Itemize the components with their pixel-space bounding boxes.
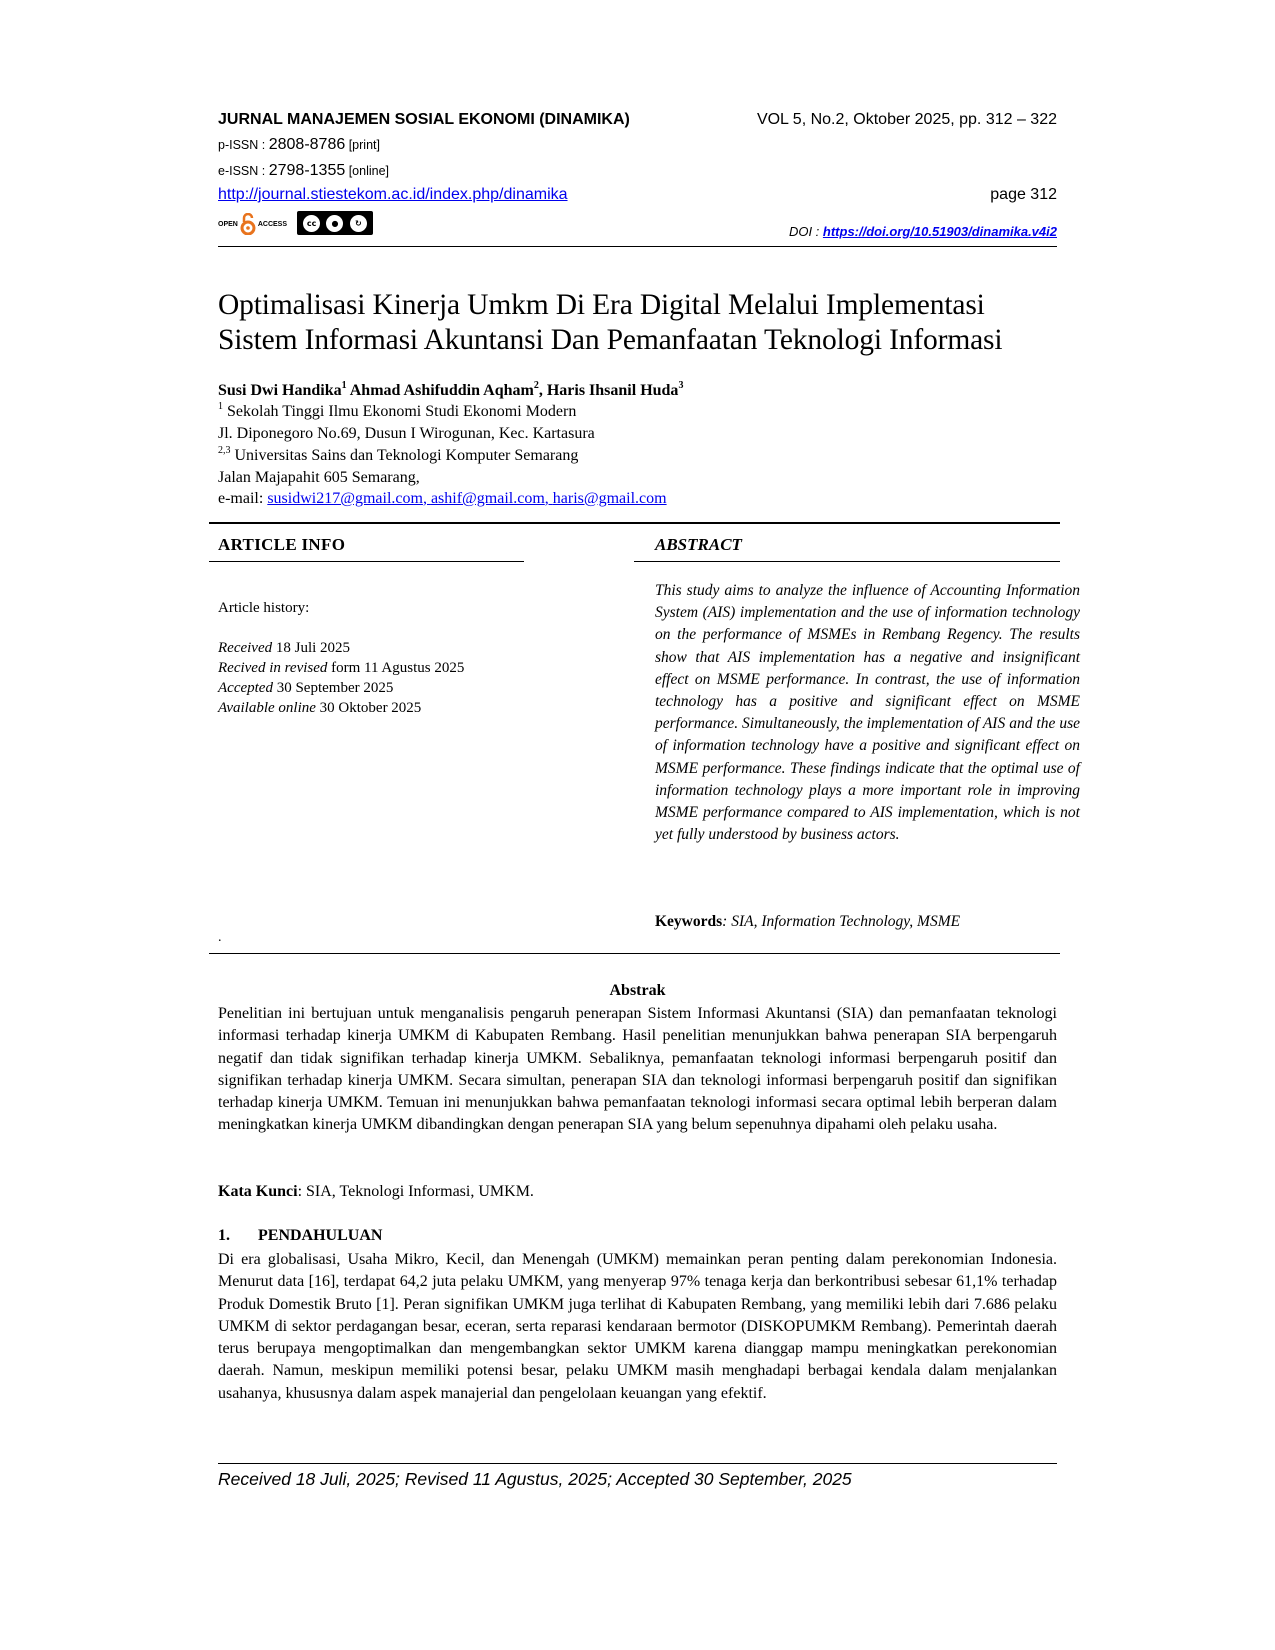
received-date [218, 640, 350, 657]
online-value: 30 Oktober 2025 [315, 700, 422, 716]
affiliation-2-mark: 2,3 [218, 445, 231, 456]
pissn-label: p-ISSN : [218, 138, 269, 152]
print-issn [218, 136, 380, 154]
email-link[interactable]: susidwi217@gmail.com [267, 490, 423, 507]
online-label: Available online [218, 700, 316, 716]
sa-icon: ↻ [349, 214, 368, 233]
doi-link[interactable]: https://doi.org/10.51903/dinamika.v4i2 [822, 224, 1057, 239]
author-affiliation-mark: 1 [341, 380, 347, 391]
article-info-underline [209, 561, 524, 562]
open-access-label: OPEN [218, 220, 238, 228]
author-emails: e-mail: susidwi217@gmail.com, ashif@gmail.com, haris@gmail.com [218, 490, 667, 507]
revised-label: Recived in revised [218, 660, 328, 676]
article-history-label: Article history: [218, 600, 310, 616]
eissn-number: 2798-1355 [268, 162, 346, 179]
accepted-label: Accepted [218, 680, 273, 696]
journal-url-link[interactable]: http://journal.stiestekom.ac.id/index.php/dinamika [218, 186, 568, 203]
footer-divider [218, 1463, 1057, 1464]
access-label: ACCESS [257, 220, 288, 228]
section-title: PENDAHULUAN [258, 1227, 383, 1244]
open-access-logo [218, 213, 287, 235]
kata-kunci-label: Kata Kunci [218, 1183, 298, 1200]
section-number: 1. [218, 1227, 230, 1244]
abstract-english-text: This study aims to analyze the influence of Accounting Information System (AIS) implementation and the use of information technology on the performance of MSMEs in Rembang Regency. The results show that AIS implementation has a negative and insignificant effect on MSME performance. In contrast, the use of information technology has a positive and significant effect on MSME performance. Simultaneously, the implementation of AIS and the use of information technology have a positive and significant effect on MSME performance. These findings indicate that the optimal use of information technology plays a more important role in improving MSME performance compared to AIS implementation, which is not yet fully understood by business actors. [655, 582, 1080, 844]
online-issn [218, 162, 389, 180]
section-heading [218, 1227, 382, 1245]
cc-icon: cc [302, 214, 321, 233]
affiliation-2 [218, 447, 578, 465]
affiliation-1-address: Jl. Diponegoro No.69, Dusun I Wirogunan, Kec. Kartasura [218, 425, 595, 442]
author-name: Susi Dwi Handika [218, 382, 342, 399]
abstract-underline [634, 561, 1060, 562]
kata-kunci [218, 1183, 534, 1201]
kata-kunci-value: : SIA, Teknologi Informasi, UMKM. [297, 1183, 534, 1200]
pissn-number: 2808-8786 [268, 136, 346, 153]
accepted-date [218, 680, 393, 697]
journal-name: JURNAL MANAJEMEN SOSIAL EKONOMI (DINAMIKA) [218, 111, 630, 128]
author-list: Susi Dwi Handika$^1$ Ahmad Ashifuddin Aqham$^2$, Haris Ihsanil Huda$^3$ [218, 380, 684, 399]
authors-divider [209, 522, 1060, 524]
received-value: 18 Juli 2025 [272, 640, 351, 656]
keywords-english [655, 913, 960, 931]
affiliation-2-address: Jalan Majapahit 605 Semarang, [218, 469, 420, 486]
email-link[interactable]: ashif@gmail.com [430, 490, 545, 507]
author-affiliation-mark: 3 [678, 380, 684, 391]
affiliation-1-name: Sekolah Tinggi Ilmu Ekonomi Studi Ekonomi Modern [227, 403, 577, 420]
article-info-heading: ARTICLE INFO [218, 535, 346, 554]
email-label: e-mail: [218, 490, 268, 507]
affiliation-1-mark: 1 [218, 401, 223, 412]
received-label: Received [218, 640, 273, 656]
abstract-divider [209, 953, 1060, 954]
keywords-label: Keywords [655, 913, 723, 930]
header-divider [218, 246, 1057, 247]
author-affiliation-mark: 2 [533, 380, 539, 391]
author-name: Ahmad Ashifuddin Aqham [349, 382, 534, 399]
title-line-2: Sistem Informasi Akuntansi Dan Pemanfaatan Teknologi Informasi [218, 324, 1003, 356]
page-number: page 312 [990, 186, 1057, 203]
revised-value: form 11 Agustus 2025 [327, 660, 465, 676]
pissn-type: [print] [345, 138, 380, 152]
accepted-value: 30 September 2025 [272, 680, 394, 696]
affiliation-2-name: Universitas Sains dan Teknologi Komputer Semarang [234, 447, 579, 464]
article-title [218, 288, 1057, 358]
by-icon: ● [325, 214, 344, 233]
eissn-label: e-ISSN : [218, 164, 269, 178]
trailing-dot: . [218, 930, 222, 945]
section-body: Di era globalisasi, Usaha Mikro, Kecil, dan Menengah (UMKM) memainkan peran penting dalam perekonomian Indonesia. Menurut data [16], terdapat 64,2 juta pelaku UMKM, yang menyerap 97% tenaga kerja dan berkontribusi sebesar 61,1% terhadap Produk Domestik Bruto [1]. Peran signifikan UMKM juga terlihat di Kabupaten Rembang, yang memiliki lebih dari 7.686 pelaku UMKM di sektor perdagangan besar, eceran, serta reparasi kendaraan bermotor (DISKOPUMKM Rembang). Pemerintah daerah terus berupaya mengoptimalkan dan mengembangkan sektor UMKM karena dianggap mampu meningkatkan perekonomian daerah. Namun, meskipun memiliki potensi besar, pelaku UMKM masih menghadapi berbagai kendala dalam menjalankan usahanya, khususnya dalam aspek manajerial dan pengelolaan keuangan yang efektif. [218, 1251, 1057, 1402]
abstrak-text: Penelitian ini bertujuan untuk menganalisis pengaruh penerapan Sistem Informasi Akuntansi (SIA) dan pemanfaatan teknologi informasi terhadap kinerja UMKM di Kabupaten Rembang. Hasil penelitian menunjukkan bahwa penerapan SIA berpengaruh negatif dan tidak signifikan terhadap kinerja UMKM. Sebaliknya, pemanfaatan teknologi informasi berpengaruh positif dan signifikan terhadap kinerja UMKM. Secara simultan, penerapan SIA dan teknologi informasi berpengaruh positif dan signifikan terhadap kinerja UMKM. Temuan ini menunjukkan bahwa pemanfaatan teknologi informasi secara optimal lebih berperan dalam meningkatkan kinerja UMKM dibandingkan dengan penerapan SIA yang belum sepenuhnya dipahami oleh pelaku usaha. [218, 1005, 1057, 1134]
doi-line [700, 224, 1057, 239]
abstrak-heading: Abstrak [609, 982, 666, 999]
author-name: Haris Ihsanil Huda [546, 382, 679, 399]
abstract-heading: ABSTRACT [655, 535, 742, 554]
revised-date [218, 660, 464, 677]
eissn-type: [online] [345, 164, 390, 178]
keywords-value: : SIA, Information Technology, MSME [722, 913, 961, 930]
footer-dates: Received 18 Juli, 2025; Revised 11 Agustus, 2025; Accepted 30 September, 2025 [218, 1469, 852, 1489]
creative-commons-license-badge[interactable] [297, 211, 373, 235]
affiliation-1 [218, 403, 576, 421]
open-access-lock-icon [240, 213, 256, 235]
title-line-1: Optimalisasi Kinerja Umkm Di Era Digital Melalui Implementasi [218, 289, 985, 321]
doi-label: DOI : [788, 224, 823, 239]
journal-volume: VOL 5, No.2, Oktober 2025, pp. 312 – 322 [756, 111, 1057, 128]
email-link[interactable]: haris@gmail.com [552, 490, 667, 507]
online-date [218, 700, 421, 717]
